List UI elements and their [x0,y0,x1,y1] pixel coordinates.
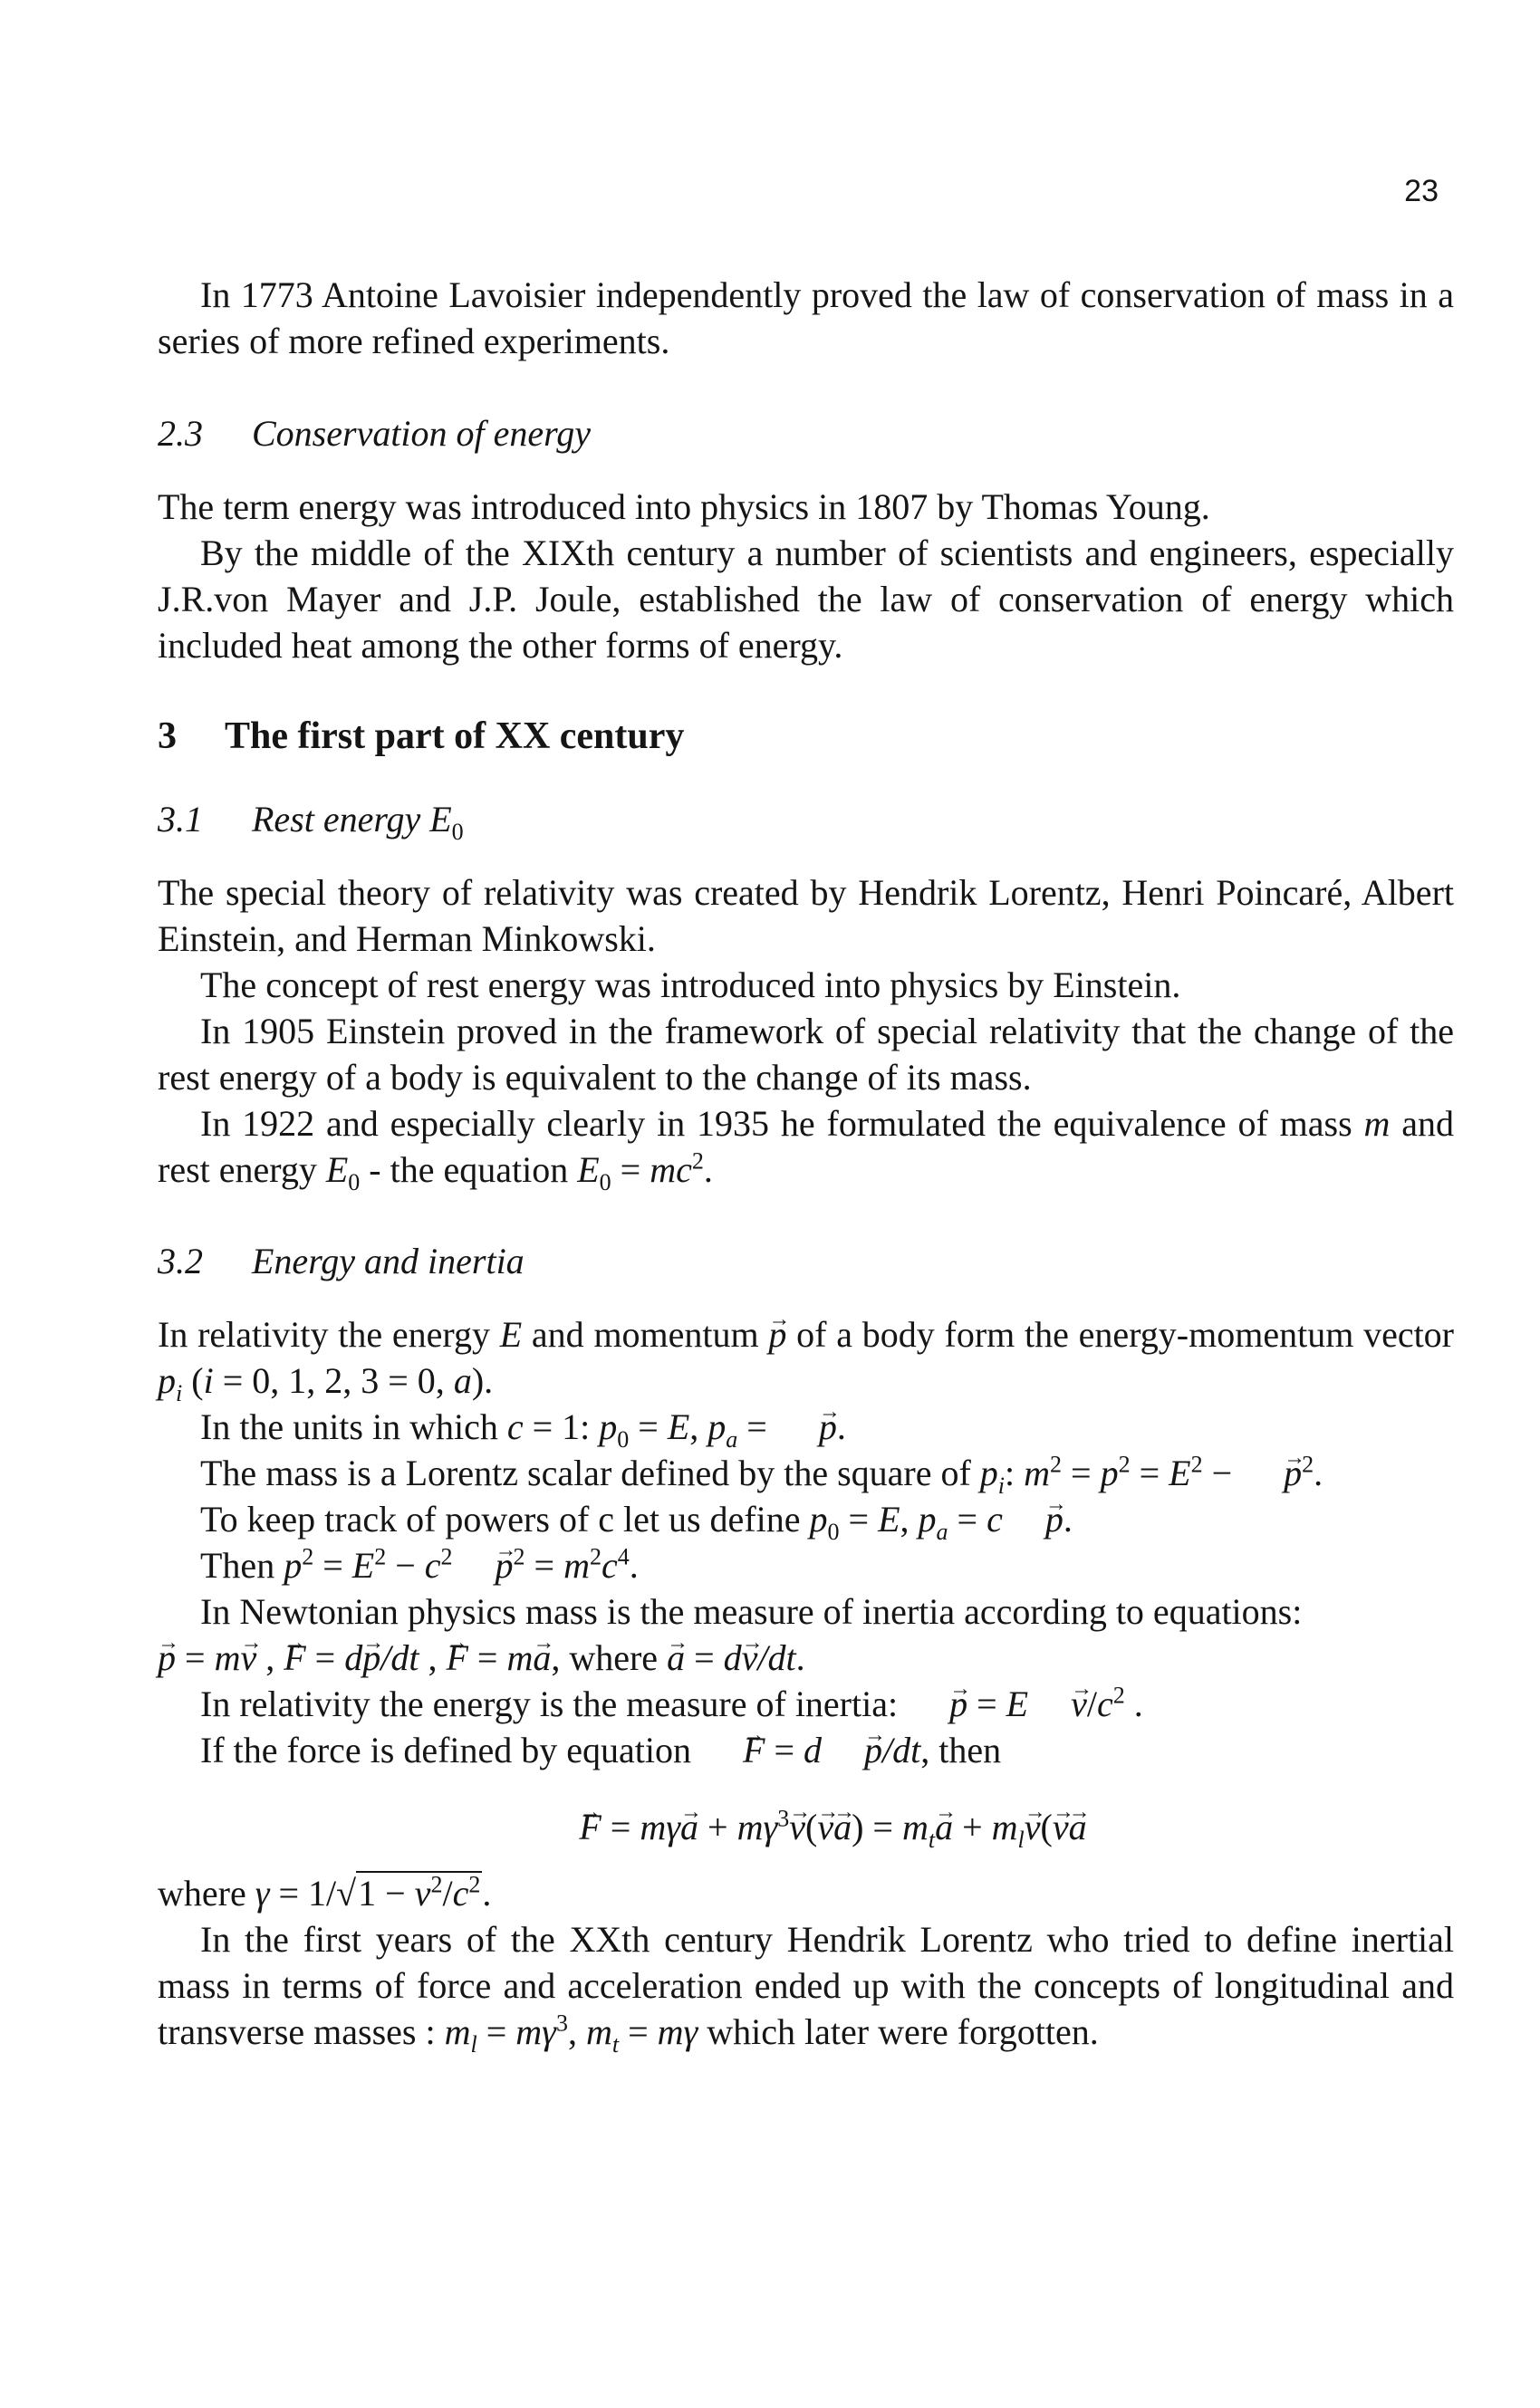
math-symbol: a [453,1360,472,1401]
relativity-paragraph-3: In 1905 Einstein proved in the framework of special relativity that the change of the rest energy of a body is equivalent to the change of its mass. [158,1011,1454,1098]
text-run: The mass is a Lorentz scalar defined by the square of [200,1453,980,1493]
math-superscript: 2 [1190,1451,1203,1478]
math-symbol: mγ [640,1807,680,1847]
subsection-3-1-symbol: E [429,799,452,839]
math-symbol: γ [255,1873,270,1914]
math-subscript: i [997,1473,1006,1499]
text-run: . [795,1637,805,1678]
math-symbol: E [351,1545,375,1586]
math-symbol: m [506,1637,534,1678]
vector-symbol: → F [579,1804,601,1850]
math-symbol: m [585,2011,612,2052]
vector-symbol: → v [1028,1681,1087,1727]
math-subscript: t [611,2031,620,2058]
text-run: = [619,2011,658,2052]
section-3-heading [158,714,1454,760]
text-run: , [689,1406,708,1447]
text-run: = [629,1406,668,1447]
text-run: = [601,1807,640,1847]
inertia-paragraph-9 [158,1727,1454,1773]
lorentz-paragraph [158,1916,1454,2058]
text-run: = [1062,1453,1101,1493]
relativity-paragraph-4 [158,1100,1454,1193]
vector-symbol: → F [700,1727,765,1773]
math-symbol: v [414,1873,431,1914]
text-run: In the first years of the XXth century Hendrik Lorentz who tried to define inertial mass in terms of force and acceleration ended up with the concepts of longitudinal and transverse masses : [158,1919,1454,2052]
text-run: − [386,1545,425,1586]
subsection-3-2-title: Energy and inertia [252,1241,525,1281]
math-symbol: E [1006,1684,1029,1724]
math-subscript: 0 [599,1169,611,1195]
math-superscript: 4 [617,1543,630,1570]
math-subscript: t [928,1827,936,1853]
math-symbol: /dt [882,1730,921,1770]
text-run: = [476,2011,516,2052]
vector-symbol: → p [1003,1496,1064,1542]
text-run: = [948,1499,987,1540]
page-body [158,272,1455,2058]
subsection-3-1-number: 3.1 [158,799,203,839]
vector-symbol: → v [240,1635,256,1681]
text-run: - the equation [360,1149,578,1190]
intro-paragraph: In 1773 Antoine Lavoisier independently proved the law of conservation of mass in a series of more refined experiments. [158,274,1454,361]
math-symbol: /dt [757,1637,796,1678]
math-symbol: p [707,1406,727,1447]
vector-symbol: → p [776,1404,837,1450]
text-run: In the units in which [200,1406,507,1447]
vector-symbol: → p [362,1635,380,1681]
math-superscript: 2 [589,1543,602,1570]
math-symbol: c [506,1406,524,1447]
text-run: . [1314,1453,1323,1493]
text-run: In 1922 and especially clearly in 1935 he formulated the equivalence of mass [200,1103,1364,1144]
math-symbol: p [599,1406,618,1447]
text-run: where [158,1873,255,1914]
math-subscript: i [176,1380,183,1406]
math-symbol: m [444,2011,471,2052]
text-run: = [967,1684,1006,1724]
text-run: + [953,1807,992,1847]
vector-symbol: → a [1069,1804,1087,1850]
text-run: If the force is defined by equation [200,1730,701,1770]
text-run: : [1005,1453,1025,1493]
vector-symbol: → v [789,1804,805,1850]
math-symbol: E [577,1149,600,1190]
vector-symbol: → F [446,1635,467,1681]
math-symbol: p [284,1545,303,1586]
math-symbol: mc [650,1149,692,1190]
math-symbol: E [667,1406,690,1447]
vector-symbol: → a [533,1635,551,1681]
text-run: , [256,1637,284,1678]
subsection-3-1-heading [158,796,1454,845]
text-run: = 0, 1, 2, 3 = 0, [213,1360,454,1401]
text-run: In relativity the energy [158,1314,500,1355]
text-run: . [836,1406,846,1447]
math-symbol: mγ [515,2011,556,2052]
math-symbol: E [499,1314,523,1355]
math-symbol: c [987,1499,1003,1540]
text-run: = [839,1499,879,1540]
math-symbol: m [1024,1453,1051,1493]
math-symbol: p [1100,1453,1119,1493]
math-subscript: l [470,2031,477,2058]
text-run: = [467,1637,507,1678]
force-equation [158,1804,1454,1853]
text-run: − [1202,1453,1242,1493]
math-symbol: m [991,1807,1018,1847]
subsection-2-3-title: Conservation of energy [252,413,592,454]
math-symbol: d [344,1637,363,1678]
text-run: Then [200,1545,284,1586]
section-3-number: 3 [158,715,177,757]
text-run: , where [551,1637,668,1678]
inertia-paragraph-3 [158,1450,1454,1499]
subsection-3-2-heading [158,1238,1454,1284]
vector-symbol: → a [935,1804,953,1850]
text-run: In relativity the energy is the measure of inertia: [200,1684,908,1724]
math-symbol: c [424,1545,441,1586]
text-run: = 1: [523,1406,600,1447]
math-superscript: 2 [691,1147,704,1175]
vector-symbol: → p [768,1311,786,1357]
subsection-2-3-number: 2.3 [158,413,203,454]
text-run: and rest energy [158,1103,1455,1190]
energy-paragraph-1: The term energy was introduced into physics in 1807 by Thomas Young. [158,486,1210,527]
text-run: . [1063,1499,1073,1540]
vector-symbol: → p [822,1727,882,1773]
text-run: = [765,1730,804,1770]
math-superscript: 3 [777,1805,790,1832]
math-symbol: m [901,1807,929,1847]
vector-symbol: → p [1241,1450,1302,1496]
math-superscript: 2 [302,1543,314,1570]
text-run: ( [182,1360,204,1401]
newtonian-equations [158,1635,1454,1681]
subsection-2-3-heading [158,410,1454,456]
text-run: = [685,1637,724,1678]
text-run: ) = [852,1807,902,1847]
text-run: / [442,1873,453,1914]
inertia-paragraph-4 [158,1496,1454,1545]
subsection-3-2-number: 3.2 [158,1241,203,1281]
text-run: = 1/√ [269,1873,357,1914]
subsection-3-1-subscript: 0 [451,819,464,845]
page-number: 23 [1404,174,1439,208]
math-symbol: m [563,1545,590,1586]
text-run: ). [471,1360,494,1401]
text-run: , [900,1499,919,1540]
text-run: , [567,2011,586,2052]
text-run: = [305,1637,345,1678]
math-superscript: 2 [468,1871,481,1898]
math-subscript: 0 [348,1169,361,1195]
math-symbol: p [979,1453,998,1493]
text-run: . [1124,1684,1143,1724]
vector-symbol: → a [680,1804,698,1850]
vector-symbol: → v [817,1804,833,1850]
vector-symbol: → p [158,1635,176,1681]
math-superscript: 3 [555,2010,568,2037]
math-symbol: m [214,1637,241,1678]
text-run: To keep track of powers of c let us define [200,1499,810,1540]
text-run: = [611,1149,650,1190]
math-superscript: 2 [513,1543,525,1570]
math-superscript: 2 [1118,1451,1131,1478]
math-symbol: mγ [657,2011,698,2052]
text-run: of a body form the energy-momentum vector [786,1314,1455,1355]
text-run: 1 − [358,1873,415,1914]
vector-symbol: → a [667,1635,685,1681]
math-symbol: p [809,1499,828,1540]
text-run: . [703,1149,713,1190]
math-subscript: a [726,1426,738,1453]
energy-paragraph-2: By the middle of the XIXth century a number of scientists and engineers, especially J.R.von Mayer and J.P. Joule, established the law of conservation of energy which included heat among the other forms of energy. [158,532,1454,666]
vector-symbol: → v [1025,1804,1041,1850]
math-superscript: 2 [1302,1451,1314,1478]
text-run: . [629,1545,639,1586]
inertia-paragraph-5 [158,1542,1454,1588]
math-superscript: 2 [430,1871,443,1898]
sqrt-radicand [356,1871,482,1914]
math-subscript: 0 [827,1519,840,1545]
math-symbol: m [1363,1103,1391,1144]
math-subscript: a [936,1519,948,1545]
text-run: , [419,1637,447,1678]
section-3-title: The first part of XX century [225,715,685,757]
vector-symbol: → p [453,1542,514,1588]
math-subscript: l [1017,1827,1025,1853]
math-superscript: 2 [374,1543,387,1570]
inertia-paragraph-8 [158,1681,1454,1727]
math-symbol: p [918,1499,937,1540]
math-symbol: d [804,1730,823,1770]
vector-symbol: → v [1053,1804,1069,1850]
vector-symbol: → p [907,1681,967,1727]
text-run: / [1086,1684,1097,1724]
math-symbol: /dt [380,1637,419,1678]
text-run: = [313,1545,352,1586]
math-superscript: 2 [440,1543,453,1570]
math-symbol: c [1097,1684,1113,1724]
inertia-paragraph-6: In Newtonian physics mass is the measure of inertia according to equations: [200,1591,1303,1632]
math-symbol: p [158,1360,176,1401]
math-subscript: 0 [617,1426,630,1453]
text-run: = [737,1406,776,1447]
math-symbol: E [325,1149,349,1190]
text-run: and momentum [522,1314,769,1355]
math-symbol: E [878,1499,900,1540]
vector-symbol: → v [742,1635,758,1681]
math-superscript: 2 [1050,1451,1063,1478]
gamma-definition [158,1870,1454,1916]
text-run: ( [804,1807,818,1847]
math-symbol: mγ [736,1807,778,1847]
text-run: = [176,1637,215,1678]
math-symbol: E [1169,1453,1191,1493]
math-symbol: c [452,1873,469,1914]
relativity-paragraph-1: The special theory of relativity was created by Hendrik Lorentz, Henri Poincaré, Albert Einstein, and Herman Minkowski. [158,872,1454,959]
math-symbol: d [723,1637,742,1678]
text-run: = [1130,1453,1169,1493]
text-run: . [482,1873,492,1914]
text-run: + [698,1807,737,1847]
math-symbol: c [601,1545,618,1586]
math-superscript: 2 [1112,1682,1125,1709]
vector-symbol: → a [833,1804,852,1850]
vector-symbol: → F [284,1635,305,1681]
text-run: ( [1040,1807,1053,1847]
math-symbol: i [203,1360,214,1401]
text-run: , then [920,1730,1002,1770]
text-run: which later were forgotten. [698,2011,1099,2052]
text-run: = [525,1545,564,1586]
relativity-paragraph-2: The concept of rest energy was introduced into physics by Einstein. [200,964,1181,1005]
subsection-3-1-title: Rest energy [252,799,430,839]
